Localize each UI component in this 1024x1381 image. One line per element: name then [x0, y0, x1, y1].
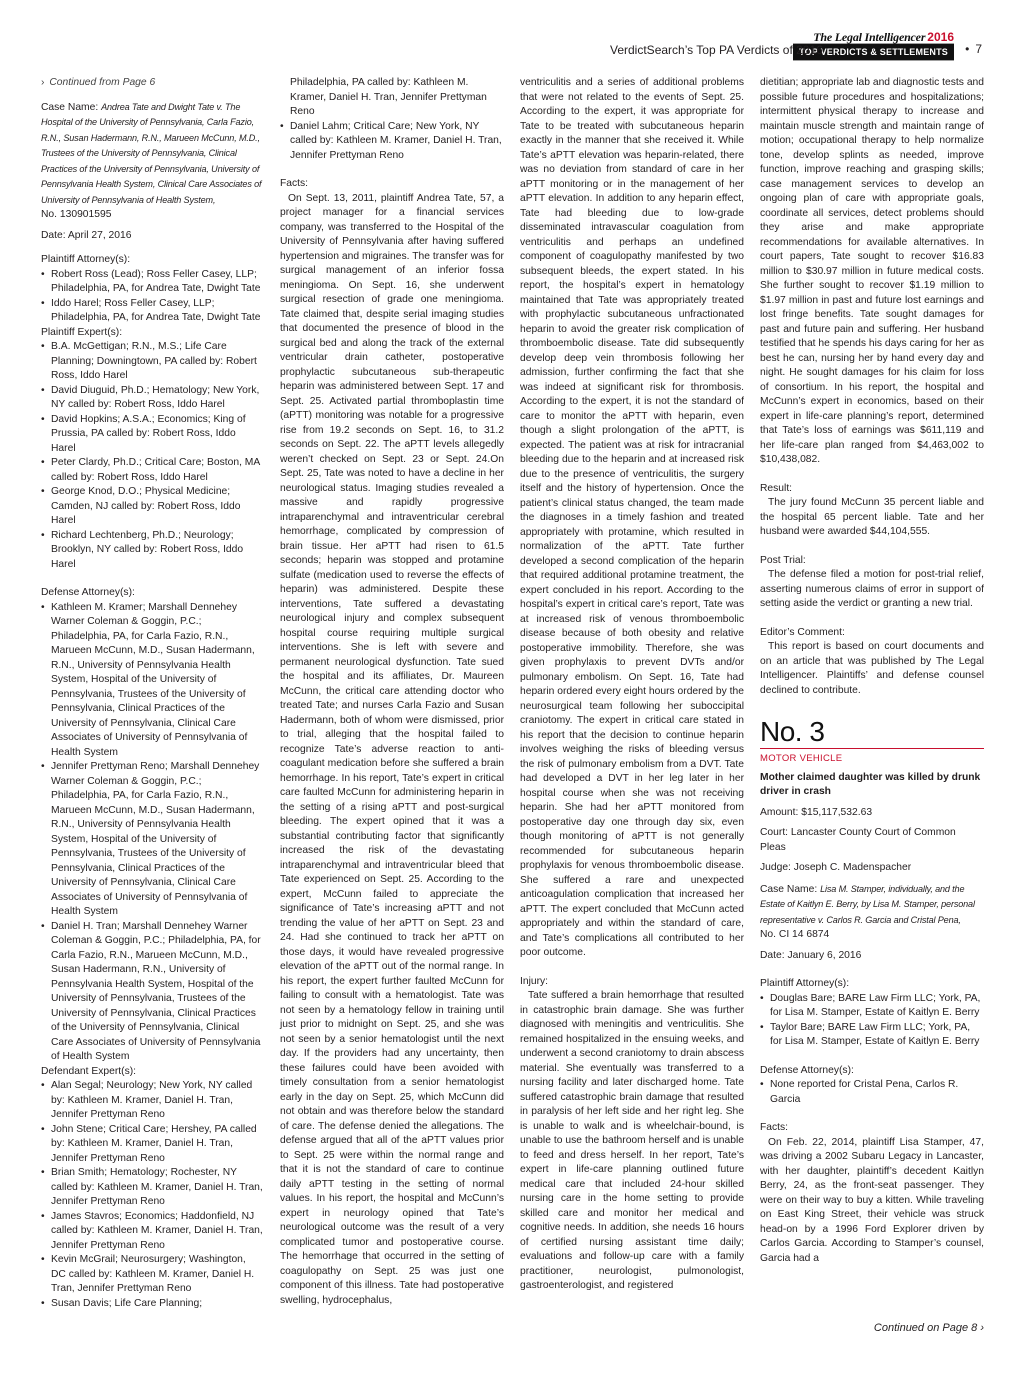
defendant-experts-list-cont [280, 120, 504, 164]
list-item: • Douglas Bare; BARE Law Firm LLC; York, PA, for Lisa M. Stamper, Estate of Kaitlyn E. Berry [760, 992, 984, 1021]
list-item: • Daniel H. Tran; Marshall Dennehey Warner Coleman & Goggin, P.C.; Philadelphia, PA, for Carla Fazio, R.N., Marueen McCunn, M.D., Susan Hadermann, R.N., University of Pennsylvania Health System, Hospital of the University of Pennsylvania, Trustees of the University of Pennsylvania, Clinical Practices of the University of Pennsylvania, Clinical Care Associates of University of Pennsylvania of Health System [41, 920, 263, 1065]
editor-comment-text: This report is based on court documents and on an article that was published by The Legal Intelligencer. Plaintiffs’ and defense counsel declined to contribute. [760, 641, 984, 696]
list-item: • Susan Davis; Life Care Planning; [41, 1297, 263, 1312]
case-name-label: Case Name: [760, 883, 818, 895]
case-date [41, 229, 263, 244]
case-name [41, 100, 263, 209]
date-value: April 27, 2016 [67, 229, 132, 241]
case-name-2 [760, 882, 984, 929]
plaintiff-attorneys-list [41, 268, 263, 326]
list-item: • B.A. McGettigan; R.N., M.S.; Life Care Planning; Downingtown, PA called by: Robert Ross, Iddo Harel [41, 340, 263, 384]
case-name-value: Lisa M. Stamper, individually, and the Estate of Kaitlyn E. Berry, by Lisa M. Stamper, personal representative v. Carlos R. Garcia and Cristal Pena, [760, 883, 975, 925]
brand-name: The Legal Intelligencer [813, 30, 926, 44]
injury-heading: Injury: [520, 975, 549, 987]
list-item: • Daniel Lahm; Critical Care; New York, NY called by: Kathleen M. Kramer, Daniel H. Tran, Jennifer Prettyman Reno [280, 120, 504, 164]
list-item: • Kevin McGrail; Neurosurgery; Washington, DC called by: Kathleen M. Kramer, Daniel H. Tran, Jennifer Prettyman Reno [41, 1253, 263, 1297]
defendant-experts-heading: Defendant Expert(s): [41, 1065, 137, 1077]
continued-on-link[interactable] [874, 1322, 984, 1334]
post-trial-text: The defense filed a motion for post-trial relief, asserting numerous claims of error in support of setting aside the verdict or granting a new trial. [760, 569, 984, 609]
continued-expert-text: Philadelphia, PA called by: Kathleen M. Kramer, Daniel H. Tran, Jennifer Prettyman Reno [290, 77, 487, 117]
list-item: • Iddo Harel; Ross Feller Casey, LLP; Philadelphia, PA, for Andrea Tate, Dwight Tate [41, 297, 263, 326]
court-label: Court: [760, 827, 789, 838]
case-date-2 [760, 949, 984, 964]
column-2 [280, 76, 504, 1308]
plaintiff-attorneys-list-2 [760, 992, 984, 1050]
list-item: • Robert Ross (Lead); Ross Feller Casey, LLP; Philadelphia, PA, for Andrea Tate, Dwight Tate [41, 268, 263, 297]
continued-on-text: Continued on Page 8 [873, 1322, 978, 1334]
divider [760, 748, 984, 749]
case-category: MOTOR VEHICLE [760, 753, 843, 764]
list-item: • Alan Segal; Neurology; New York, NY called by: Kathleen M. Kramer, Daniel H. Tran, Jennifer Prettyman Reno [41, 1079, 263, 1123]
brand-year: 2016 [927, 30, 954, 44]
date-label: Date: [760, 949, 785, 961]
defense-attorneys-heading: Defense Attorney(s): [41, 587, 135, 598]
judge-label: Judge: [760, 862, 791, 873]
list-item: • John Stene; Critical Care; Hershey, PA called by: Kathleen M. Kramer, Daniel H. Tran, Jennifer Prettyman Reno [41, 1123, 263, 1167]
case-headline: Mother claimed daughter was killed by drunk driver in crash [760, 771, 981, 797]
injury-text-continued: dietitian; appropriate lab and diagnostic tests and possible future procedures and hospitalizations; intermittent physical therapy to increase and maintain muscle strength and maintain range of motion; occupational therapy to help normalize tone, develop splints as needed, improve function, improve reaching and grasping skills; case management services to develop an ongoing plan of care with appropriate goals, coordinate all services, detect problems should they arise and make appropriate recommendations for available alternatives. In court papers, Tate sought to recover $16.83 million to $30.97 million in future medical costs. She further sought to recover $1.19 million to $1.97 million in past and future lost earnings and lost fringe benefits. Tate sought damages for past and future pain and suffering. Her husband testified that he spends his days caring for her as best he can, nursing her by hand every day and night. He sought damages for his claim for loss of consortium. In his report, the hospital and McCunn’s expert in economics, based on their expert in life-care planning’s report, determined that Tate’s loss of earnings was $611,119 and her life-care plan ranged from $4,463,002 to $10,438,082. [760, 77, 984, 465]
column-4 [760, 76, 984, 1266]
facts-heading: Facts: [280, 178, 309, 189]
case-number-2: No. CI 14 6874 [760, 929, 830, 940]
facts-text: On Sept. 13, 2011, plaintiff Andrea Tate, 57, a project manager for a financial services company, was transferred to the Hospital of the University of Pennsylvania after having suffered hypertension and migraines. The transfer was for surgical management of an inferior fossa meningioma. On Sept. 16, she underwent surgical resection of grade one meningioma. Tate claimed that, despite serial imaging studies that documented the presence of blood in the surgical bed and along the track of the external ventricular drain catheter, postoperative prophylactic subcutaneous sub-therapeutic heparin was administered between Sept. 17 and Sept. 25. Activated partial thromboplastin time (aPTT) monitoring was notable for a progressive rise from 19.2 seconds on Sept. 16, to 31.2 seconds on Sept. 22. The aPTT levels allegedly weren’t checked on Sept. 23 or Sept. 24.On Sept. 25, Tate was noted to have a decline in her neurological status. Imaging studies revealed a massive and rapidly progressive intraparenchymal and intraventricular cerebral hemorrhage, complicated by compression of brain tissue. Her aPTT had risen to 61.5 seconds; heparin was stopped and protamine sulfate (medication used to reverse the effects of heparin) was administered. Despite these interventions, Tate suffered a devastating neurological injury and complex subsequent hospital course requiring multiple surgical interventions. She is left with severe and permanent neurological dysfunction. Tate sued the hospital and its affiliates, Dr. Maureen McCunn, the critical care attending doctor who treated Tate; and nurses Carla Fazio and Susan Hadermann, both of whom were dismissed, prior to trial, alleging that the hospital failed to recognize Tate’s adverse reaction to anti-coagulant medication before she suffered a brain hemorrhage. In his report, Tate’s expert in critical care faulted McCunn for administering heparin in the setting of a rising aPTT and post-surgical bleeding. The expert opined that it was a substantial contributing factor that significantly increased the risk of the devastating intraparenchymal and intraventricular bleed that Tate experienced on Sept. 25. According to the expert, McCunn failed to appreciate the significance of Tate’s increasing aPTT and not trending the value of her aPTT on Sept. 23 and 24. Had she continued to track her aPTT on those days, it would have revealed progressive elevation of the aPTT out of the normal range. In his report, the expert further faulted McCunn for failing to consult with a hematologist. Tate was not seen by a hematology fellow in training until just prior to midnight on Sept. 25, and she was not seen by a senior hematologist until the next day. If the providers had any uncertainty, then these failures could have been avoided with timely consultation from a senior hematologist early in the day on Sept. 25, which McCunn did not obtain and was therefore below the standard of care. The defense denied the allegations. The defense argued that all of the aPTT values prior to Sept. 25 were within the normal range and that it is not the standard of care to continue daily aPTT testing in the setting of normal values. In his report, the hospital and McCunn’s expert in neurology opined that Tate’s neurological outcome was the result of a very complicated tumor and postoperative course. The hemorrhage that occurred in the setting of coagulopathy on Sept. 25 was just one component of this illness. Tate had postoperative swelling, hydrocephalus, [280, 192, 504, 1306]
defense-attorneys-heading-2: Defense Attorney(s): [760, 1064, 854, 1076]
facts-text-2: On Feb. 22, 2014, plaintiff Lisa Stamper, 47, was driving a 2002 Subaru Legacy in Lancaster, with her daughter, plaintiff’s decedent Kaitlyn Berry, 24, as the front-seat passenger. They were on their way to buy a kitten. While traveling on East King Street, their vehicle was struck head-on by a 1996 Ford Explorer driven by Carlos Garcia. According to Stamper’s counsel, Garcia had a [760, 1136, 984, 1264]
post-trial-heading: Post Trial: [760, 554, 806, 566]
list-item: • David Diuguid, Ph.D.; Hematology; New York, NY called by: Robert Ross, Iddo Harel [41, 384, 263, 413]
amount [760, 806, 984, 821]
list-item: • Brian Smith; Hematology; Rochester, NY called by: Kathleen M. Kramer, Daniel H. Tran, Jennifer Prettyman Reno [41, 1166, 263, 1210]
list-item: • None reported for Cristal Pena, Carlos R. Garcia [760, 1078, 984, 1107]
plaintiff-attorneys-heading-2: Plaintiff Attorney(s): [760, 978, 850, 989]
list-item: • Jennifer Prettyman Reno; Marshall Dennehey Warner Coleman & Goggin, P.C.; Philadelphia, PA, for Carla Fazio, R.N., Marueen McCunn, M.D., Susan Hadermann, R.N., University of Pennsylvania Health System, Hospital of the University of Pennsylvania, Trustees of the University of Pennsylvania, Clinical Practices of the University of Pennsylvania, Clinical Care Associates of University of Pennsylvania of Health System [41, 760, 263, 920]
judge [760, 861, 984, 876]
case-name-value: Andrea Tate and Dwight Tate v. The Hospital of the University of Pennsylvania, Carla Fazio, R.N., Susan Hadermann, R.N., Marueen McCunn, M.D., Trustees of the University of Pennsylvania, Clinical Practices of the University of Pennsylvania, University of Pennsylvania Health System, Clinical Care Associates of University of Pennsylvania of Health System, [41, 101, 262, 205]
facts-heading-2: Facts: [760, 1122, 789, 1133]
injury-text: Tate suffered a brain hemorrhage that resulted in catastrophic brain damage. She was further diagnosed with meningitis and ventriculitis. She remained hospitalized in the ensuing weeks, and underwent a second craniotomy to drain abscess material. She eventually was transferred to a nursing facility and later discharged home. Tate suffered catastrophic brain damage that resulted in paralysis of her left side and her right leg. She is unable to walk and is wheelchair-bound, is unable to use the bathroom herself and is unable to feed and dress herself. In her report, Tate’s expert in life-care planning outlined future medical care that included 24-hour skilled nursing care in the home setting to provide skilled care and monitor her medical and cognitive needs. In addition, she needs 16 hours of certified nursing assistant time daily; evaluations and follow-up care with a family practitioner, neurologist, pulmonologist, gastroenterologist, and registered [520, 990, 744, 1291]
result-heading: Result: [760, 482, 793, 494]
result-text: The jury found McCunn 35 percent liable and the hospital 65 percent liable. Tate and her husband were awarded $44,104,555. [760, 497, 984, 537]
judge-value: Joseph C. Madenspacher [793, 862, 912, 873]
plaintiff-experts-heading: Plaintiff Expert(s): [41, 326, 123, 338]
court [760, 826, 984, 855]
plaintiff-attorneys-heading: Plaintiff Attorney(s): [41, 254, 131, 265]
bullet-separator: • [965, 42, 970, 56]
case-number: No. 130901595 [41, 209, 112, 220]
page-header [0, 0, 1024, 70]
page-number-value: 7 [975, 42, 982, 56]
column-1 [41, 76, 263, 1311]
list-item: • David Hopkins; A.S.A.; Economics; King of Prussia, PA called by: Robert Ross, Iddo Harel [41, 413, 263, 457]
date-label: Date: [41, 229, 66, 241]
brand-band: TOP VERDICTS & SETTLEMENTS [793, 44, 954, 61]
list-item: • Kathleen M. Kramer; Marshall Dennehey Warner Coleman & Goggin, P.C.; Philadelphia, PA, for Carla Fazio, R.N., Marueen McCunn, M.D., Susan Hadermann, R.N., University of Pennsylvania Health System, Hospital of the University of Pennsylvania, Trustees of the University of Pennsylvania, Clinical Practices of the University of Pennsylvania, Clinical Care Associates of University of Pennsylvania of Health System [41, 601, 263, 761]
amount-label: Amount: [760, 806, 799, 818]
list-item: • George Knod, D.O.; Physical Medicine; Camden, NJ called by: Robert Ross, Iddo Harel [41, 485, 263, 529]
verdict-rank: No. 3 [760, 716, 825, 747]
court-value: Lancaster County Court of Common Pleas [760, 827, 956, 853]
date-value: January 6, 2016 [787, 949, 862, 961]
list-item: • James Stavros; Economics; Haddonfield, NJ called by: Kathleen M. Kramer, Daniel H. Tran, Jennifer Prettyman Reno [41, 1210, 263, 1254]
plaintiff-experts-list [41, 340, 263, 572]
running-title: VerdictSearch’s Top PA Verdicts of 2016 [610, 43, 823, 57]
chevron-right-icon: › [980, 1322, 984, 1334]
facts-text-continued: ventriculitis and a series of additional problems that were not related to the events of Sept. 25. According to the expert, it was appropriate for Tate to be treated with subcutaneous heparin exactly in the manner that she received it. While Tate’s aPTT elevation was heparin-related, there was no deviation from standard of care in her aPTT monitoring or in the management of her aPTT elevation. In addition to any heparin effect, Tate had bleeding due to low-grade disseminated intravascular coagulation from ventriculitis and perhaps an undefined component of coagulopathy manifested by two subsequent bleeds, the expert stated. In his report, the hospital’s expert in hematology maintained that Tate was appropriately treated with prophylactic subcutaneous unfractionated heparin to avoid the greater risk complication of thromboembolic disease. Tate did subsequently develop deep vein thrombosis following her admission, further confirming the fact that she was indeed at significant risk for thrombosis. According to the expert, it is not the standard of care to monitor the aPTT with heparin, even though a slight prolongation of the aPTT, is expected. The patient was at risk for intracranial bleeding due to the heparin and at increased risk due to the presence of ventriculitis, the surgery itself and the history of hypertension. Once the patient’s clinical status changed, the team made the diagnoses in a timely fashion and treated appropriately with protamine, which resulted in normalization of the aPTT. Tate further developed a second complication of the heparin that required additional protamine treatment, the expert concluded in his report. According to the hospital’s expert in critical care’s report, Tate was at increased risk of venous thromboembolic disease because of both obesity and relative postoperative immobility. Therefore, she was given prophylaxis to prevent DVTs and/or pulmonary embolism. On Sept. 16, Tate had heparin ordered every eight hours ordered by the neurosurgical team following her suboccipital craniotomy. The expert in critical care stated in his report that the decision to continue heparin involves weighing the risks of bleeding versus the risk of pulmonary embolism from a DVT. Tate had developed a DVT in her leg later in her hospital course when she was not receiving heparin. She had her aPTT monitored from postoperative day one through day six, even though monitoring of aPTT is not generally recommended for subcutaneous heparin prophylaxis for venous thromboembolic disease. She suffered a rare and unexpected anticoagulation complication that increased her aPTT. The expert concluded that McCunn acted appropriately and within the standard of care, and Tate’s complications all contributed to her poor outcome. [520, 77, 744, 958]
defense-attorneys-list-2 [760, 1078, 984, 1107]
chevron-right-icon: › [41, 77, 45, 88]
continued-from-label [41, 76, 263, 91]
list-item: • Taylor Bare; BARE Law Firm LLC; York, PA, for Lisa M. Stamper, Estate of Kaitlyn E. Berry [760, 1021, 984, 1050]
defense-attorneys-list [41, 601, 263, 1065]
page-number [965, 42, 982, 56]
continued-from-text: Continued from Page 6 [49, 77, 156, 88]
list-item: • Peter Clardy, Ph.D.; Critical Care; Boston, MA called by: Robert Ross, Iddo Harel [41, 456, 263, 485]
list-item: • Richard Lechtenberg, Ph.D.; Neurology; Brooklyn, NY called by: Robert Ross, Iddo Harel [41, 529, 263, 573]
defendant-experts-list [41, 1079, 263, 1311]
case-name-label: Case Name: [41, 101, 99, 113]
editor-comment-heading: Editor’s Comment: [760, 626, 845, 638]
amount-value: $15,117,532.63 [801, 806, 873, 818]
column-3 [520, 76, 744, 1294]
